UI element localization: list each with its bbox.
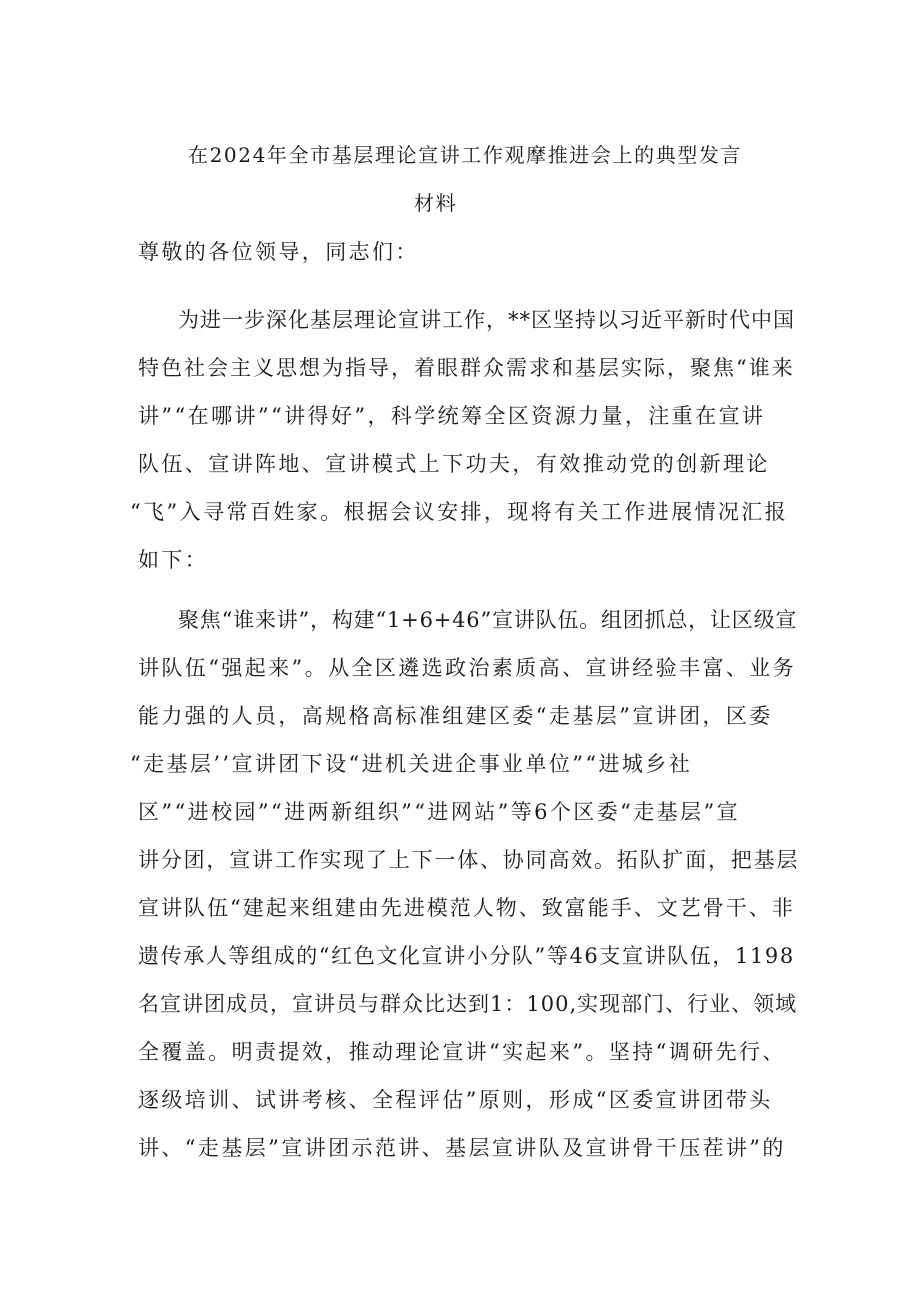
paragraph2-line: 能力强的人员，高规格高标准组建区委“走基层”宣讲团，区委 [138, 704, 773, 728]
document-title-line1: 在2024年全市基层理论宣讲工作观摩推进会上的典型发言 [188, 143, 743, 167]
paragraph2-line: 逐级培训、试讲考核、全程评估”原则，形成“区委宣讲团带头 [138, 1088, 773, 1112]
paragraph2-line: 讲、“走基层”宣讲团示范讲、基层宣讲队及宣讲骨干压茬讲”的 [138, 1136, 786, 1160]
paragraph2-line: 区”“进校园”“进两新组织”“进网站”等6个区委“走基层”宣 [138, 800, 740, 824]
paragraph2-line: 全覆盖。明责提效，推动理论宣讲“实起来”。坚持“调研先行、 [138, 1040, 786, 1064]
paragraph1-line: 特色社会主义思想为指导，着眼群众需求和基层实际，聚焦“谁来 [138, 356, 795, 380]
paragraph1-line: 队伍、宣讲阵地、宣讲模式上下功夫，有效推动党的创新理论 [138, 452, 770, 476]
paragraph1-line: “飞”入寻常百姓家。根据会议安排，现将有关工作进展情况汇报 [130, 500, 789, 524]
paragraph1-line: 为进一步深化基层理论宣讲工作，**区坚持以习近平新时代中国 [178, 308, 795, 332]
paragraph2-line: 宣讲队伍“建起来组建由先进模范人物、致富能手、文艺骨干、非 [138, 896, 795, 920]
paragraph2-line: 讲队伍“强起来”。从全区遴选政治素质高、宣讲经验丰富、业务 [138, 656, 797, 680]
paragraph2-line: 讲分团，宣讲工作实现了上下一体、协同高效。拓队扩面，把基层 [138, 848, 800, 872]
paragraph2-line: 遗传承人等组成的“红色文化宣讲小分队”等46支宣讲队伍，1198 [138, 944, 795, 968]
paragraph2-line: 聚焦“谁来讲”，构建“1+6+46”宣讲队伍。组团抓总，让区级宣 [178, 608, 798, 632]
paragraph1-line: 如下： [138, 548, 209, 572]
salutation: 尊敬的各位领导，同志们： [138, 240, 419, 264]
paragraph2-line: “走基层’’宣讲团下设“进机关进企事业单位”“进城乡社 [130, 752, 693, 776]
paragraph2-line: 名宣讲团成员，宣讲员与群众比达到1：100,实现部门、行业、领域 [138, 992, 798, 1016]
document-title-line2: 材料 [414, 191, 458, 215]
paragraph1-line: 讲”“在哪讲”“讲得好”，科学统筹全区资源力量，注重在宣讲 [138, 404, 766, 428]
